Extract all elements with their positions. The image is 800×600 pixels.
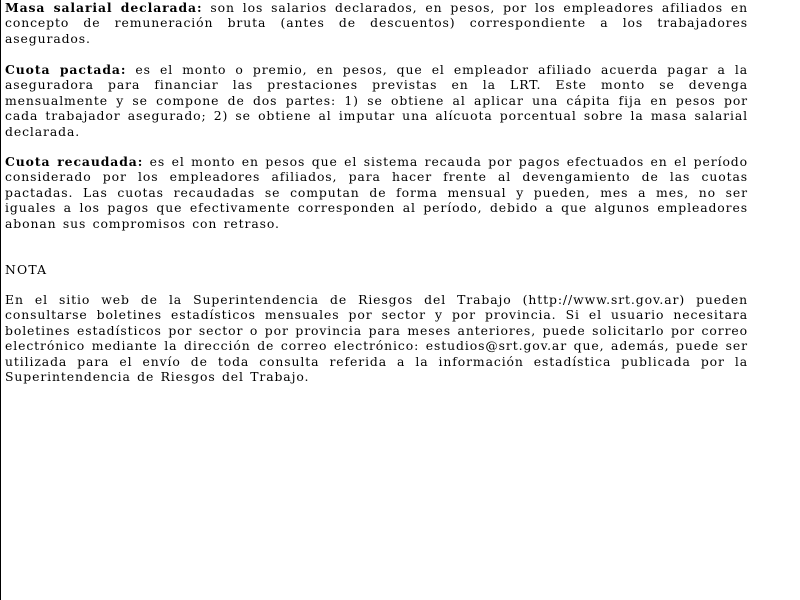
definition-text-cuota-recaudada: es el monto en pesos que el sistema recauda por pagos efectuados en el período considerado por los empleadores afiliados, para hacer frente al devengamiento de las cuotas pactadas. Las cuotas recaudadas se computan de forma mensual y pueden, mes a mes, no ser iguales a los pagos que efectivamente corresponden al período, debido a que algunos empleadores abonan sus compromisos con retraso.	[5, 154, 748, 231]
definition-text-masa-salarial: son los salarios declarados, en pesos, por los empleadores afiliados en concepto de remuneración bruta (antes de descuentos) correspondiente a los trabajadores asegurados.	[5, 0, 748, 46]
definition-text-cuota-pactada: es el monto o premio, en pesos, que el empleador afiliado acuerda pagar a la aseguradora para financiar las prestaciones previstas en la LRT. Este monto se devenga mensualmente y se compone de dos partes: 1) se obtiene al aplicar una cápita fija en pesos por cada trabajador asegurado; 2) se obtiene al imputar una alícuota porcentual sobre la masa salarial declarada.	[5, 62, 748, 139]
definition-cuota-recaudada	[5, 154, 748, 231]
nota-heading: NOTA	[5, 262, 48, 277]
definition-masa-salarial	[5, 0, 748, 46]
term-cuota-recaudada: Cuota recaudada:	[5, 154, 144, 169]
nota-paragraph: En el sitio web de la Superintendencia de Riesgos del Trabajo (http://www.srt.gov.ar) pueden consultarse boletines estadísticos mensuales por sector y por provincia. Si el usuario necesitara boletines estadísticos por sector o por provincia para meses anteriores, puede solicitarlo por correo electrónico mediante la dirección de correo electrónico: estudios@srt.gov.ar que, además, puede ser utilizada para el envío de toda consulta referida a la información estadística publicada por la Superintendencia de Riesgos del Trabajo.	[5, 292, 748, 385]
definition-cuota-pactada	[5, 62, 748, 139]
term-masa-salarial: Masa salarial declarada:	[5, 0, 203, 15]
term-cuota-pactada: Cuota pactada:	[5, 62, 127, 77]
